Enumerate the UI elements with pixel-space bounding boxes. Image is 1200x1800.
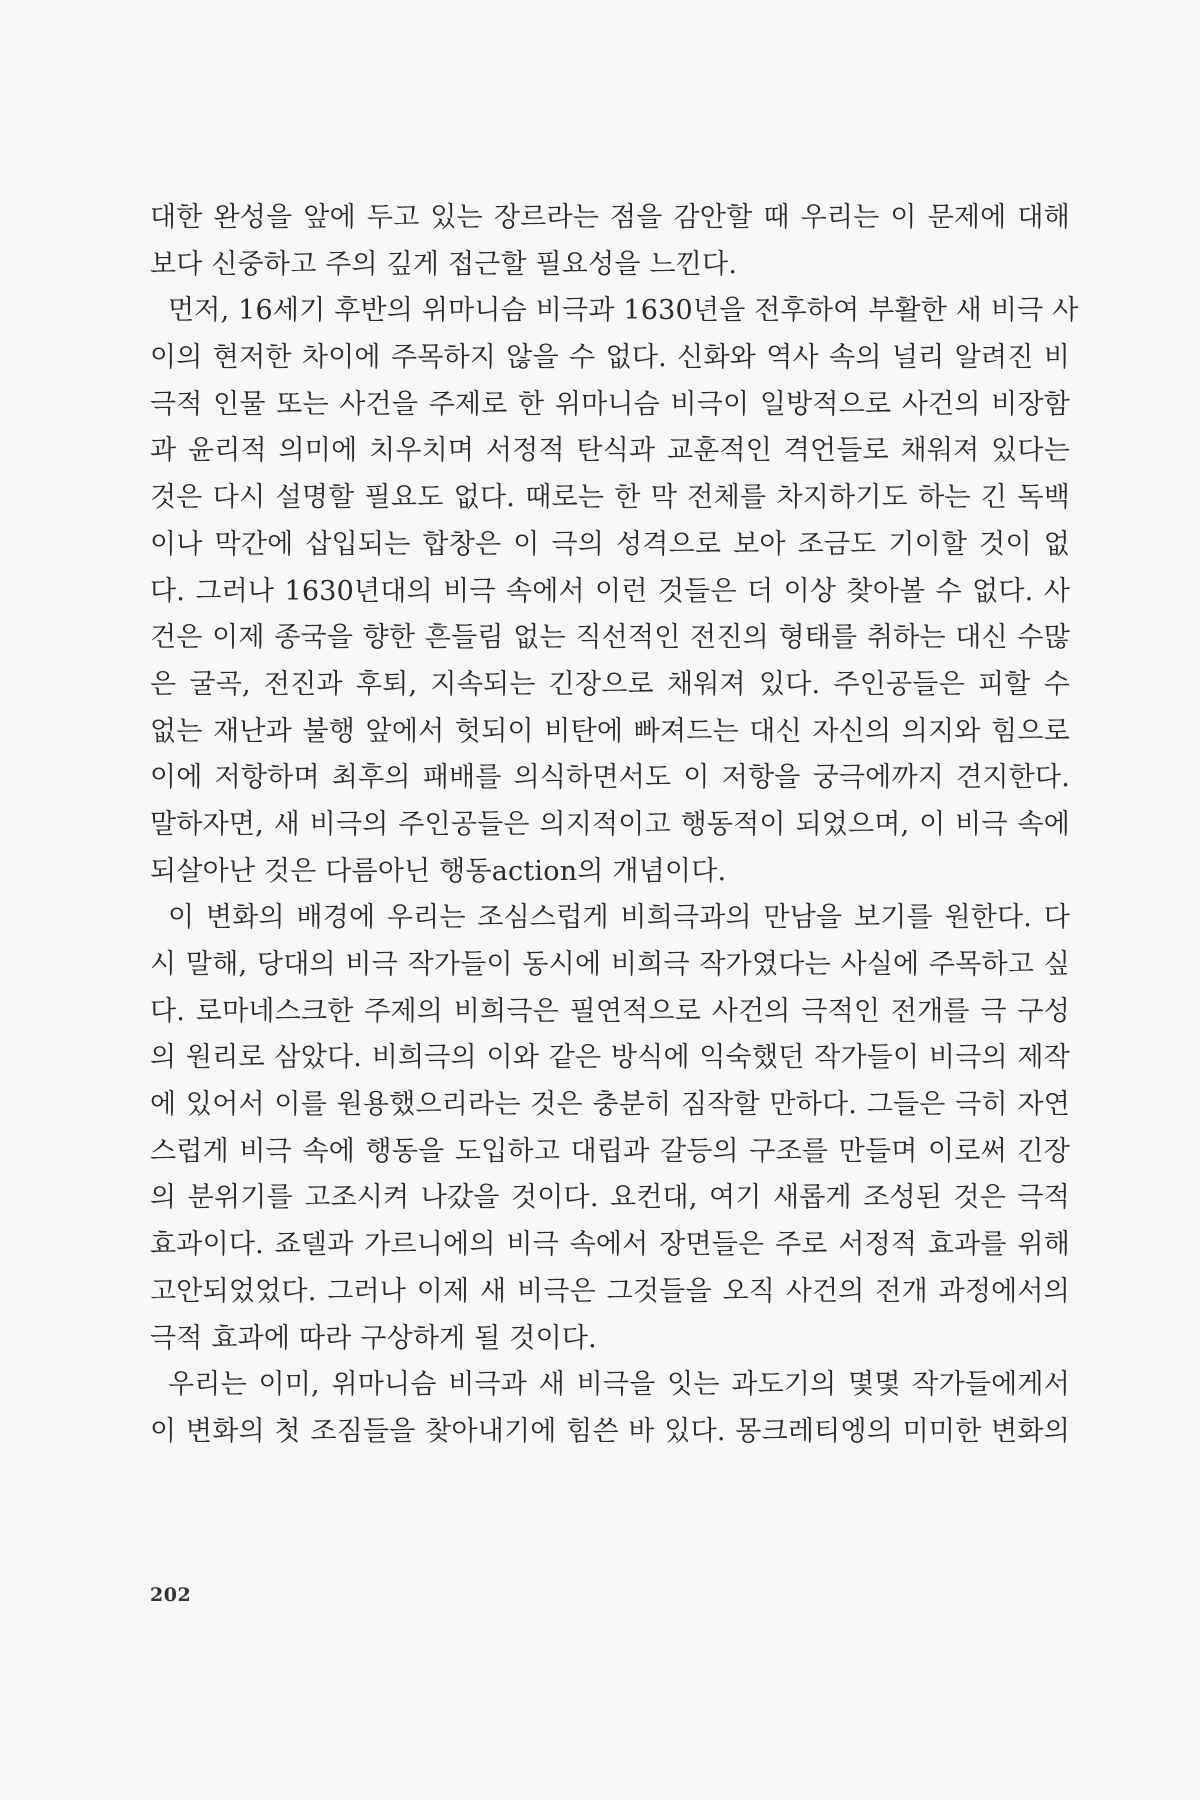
text-line: 것은 다시 설명할 필요도 없다. 때로는 한 막 전체를 차지하기도 하는 긴 독백 bbox=[150, 482, 1070, 514]
text-line: 과 윤리적 의미에 치우치며 서정적 탄식과 교훈적인 격언들로 채워져 있다는 bbox=[150, 435, 1070, 467]
text-line: 이에 저항하며 최후의 패배를 의식하면서도 이 저항을 궁극에까지 견지한다. bbox=[150, 762, 1070, 794]
text-line: 보다 신중하고 주의 깊게 접근할 필요성을 느낀다. bbox=[150, 248, 738, 280]
text-line: 이의 현저한 차이에 주목하지 않을 수 없다. 신화와 역사 속의 널리 알려진 비 bbox=[150, 342, 1070, 374]
text-line: 극적 인물 또는 사건을 주제로 한 위마니슴 비극이 일방적으로 사건의 비장함 bbox=[150, 388, 1070, 420]
text-line: 다. 그러나 1630년대의 비극 속에서 이런 것들은 더 이상 찾아볼 수 없다. 사 bbox=[150, 575, 1070, 607]
text-line: 먼저, 16세기 후반의 위마니슴 비극과 1630년을 전후하여 부활한 새 비극 사 bbox=[168, 295, 1079, 327]
text-line: 건은 이제 종국을 향한 흔들림 없는 직선적인 전진의 형태를 취하는 대신 수많 bbox=[150, 622, 1070, 654]
text-line: 극적 효과에 따라 구상하게 될 것이다. bbox=[150, 1322, 597, 1354]
text-line: 의 분위기를 고조시켜 나갔을 것이다. 요컨대, 여기 새롭게 조성된 것은 극적 bbox=[150, 1182, 1070, 1214]
text-line: 없는 재난과 불행 앞에서 헛되이 비탄에 빠져드는 대신 자신의 의지와 힘으로 bbox=[150, 715, 1070, 747]
text-line: 은 굴곡, 전진과 후퇴, 지속되는 긴장으로 채워져 있다. 주인공들은 피할 수 bbox=[150, 668, 1070, 700]
text-line: 이나 막간에 삽입되는 합창은 이 극의 성격으로 보아 조금도 기이할 것이 없 bbox=[150, 528, 1070, 560]
text-line: 다. 로마네스크한 주제의 비희극은 필연적으로 사건의 극적인 전개를 극 구성 bbox=[150, 995, 1070, 1027]
text-line: 말하자면, 새 비극의 주인공들은 의지적이고 행동적이 되었으며, 이 비극 속에 bbox=[150, 808, 1070, 840]
text-line: 효과이다. 죠델과 가르니에의 비극 속에서 장면들은 주로 서정적 효과를 위해 bbox=[150, 1229, 1070, 1261]
text-line: 우리는 이미, 위마니슴 비극과 새 비극을 잇는 과도기의 몇몇 작가들에게서 bbox=[168, 1369, 1070, 1401]
text-line: 되살아난 것은 다름아닌 행동action의 개념이다. bbox=[150, 855, 727, 887]
text-line: 대한 완성을 앞에 두고 있는 장르라는 점을 감안할 때 우리는 이 문제에 대해 bbox=[150, 202, 1070, 233]
text-line: 스럽게 비극 속에 행동을 도입하고 대립과 갈등의 구조를 만들며 이로써 긴장 bbox=[150, 1135, 1070, 1167]
text-line: 시 말해, 당대의 비극 작가들이 동시에 비희극 작가였다는 사실에 주목하고 싶 bbox=[150, 949, 1070, 980]
text-line: 고안되었었다. 그러나 이제 새 비극은 그것들을 오직 사건의 전개 과정에서의 bbox=[150, 1275, 1070, 1307]
body-text bbox=[150, 195, 1079, 1456]
text-line: 이 변화의 배경에 우리는 조심스럽게 비희극과의 만남을 보기를 원한다. 다 bbox=[168, 902, 1070, 934]
text-line: 의 원리로 삼았다. 비희극의 이와 같은 방식에 익숙했던 작가들이 비극의 제작 bbox=[150, 1042, 1070, 1074]
text-line: 이 변화의 첫 조짐들을 찾아내기에 힘쓴 바 있다. 몽크레티엥의 미미한 변화의 bbox=[150, 1415, 1070, 1447]
text-line: 에 있어서 이를 원용했으리라는 것은 충분히 짐작할 만하다. 그들은 극히 자연 bbox=[150, 1089, 1070, 1121]
page-number: 202 bbox=[150, 1584, 192, 1606]
